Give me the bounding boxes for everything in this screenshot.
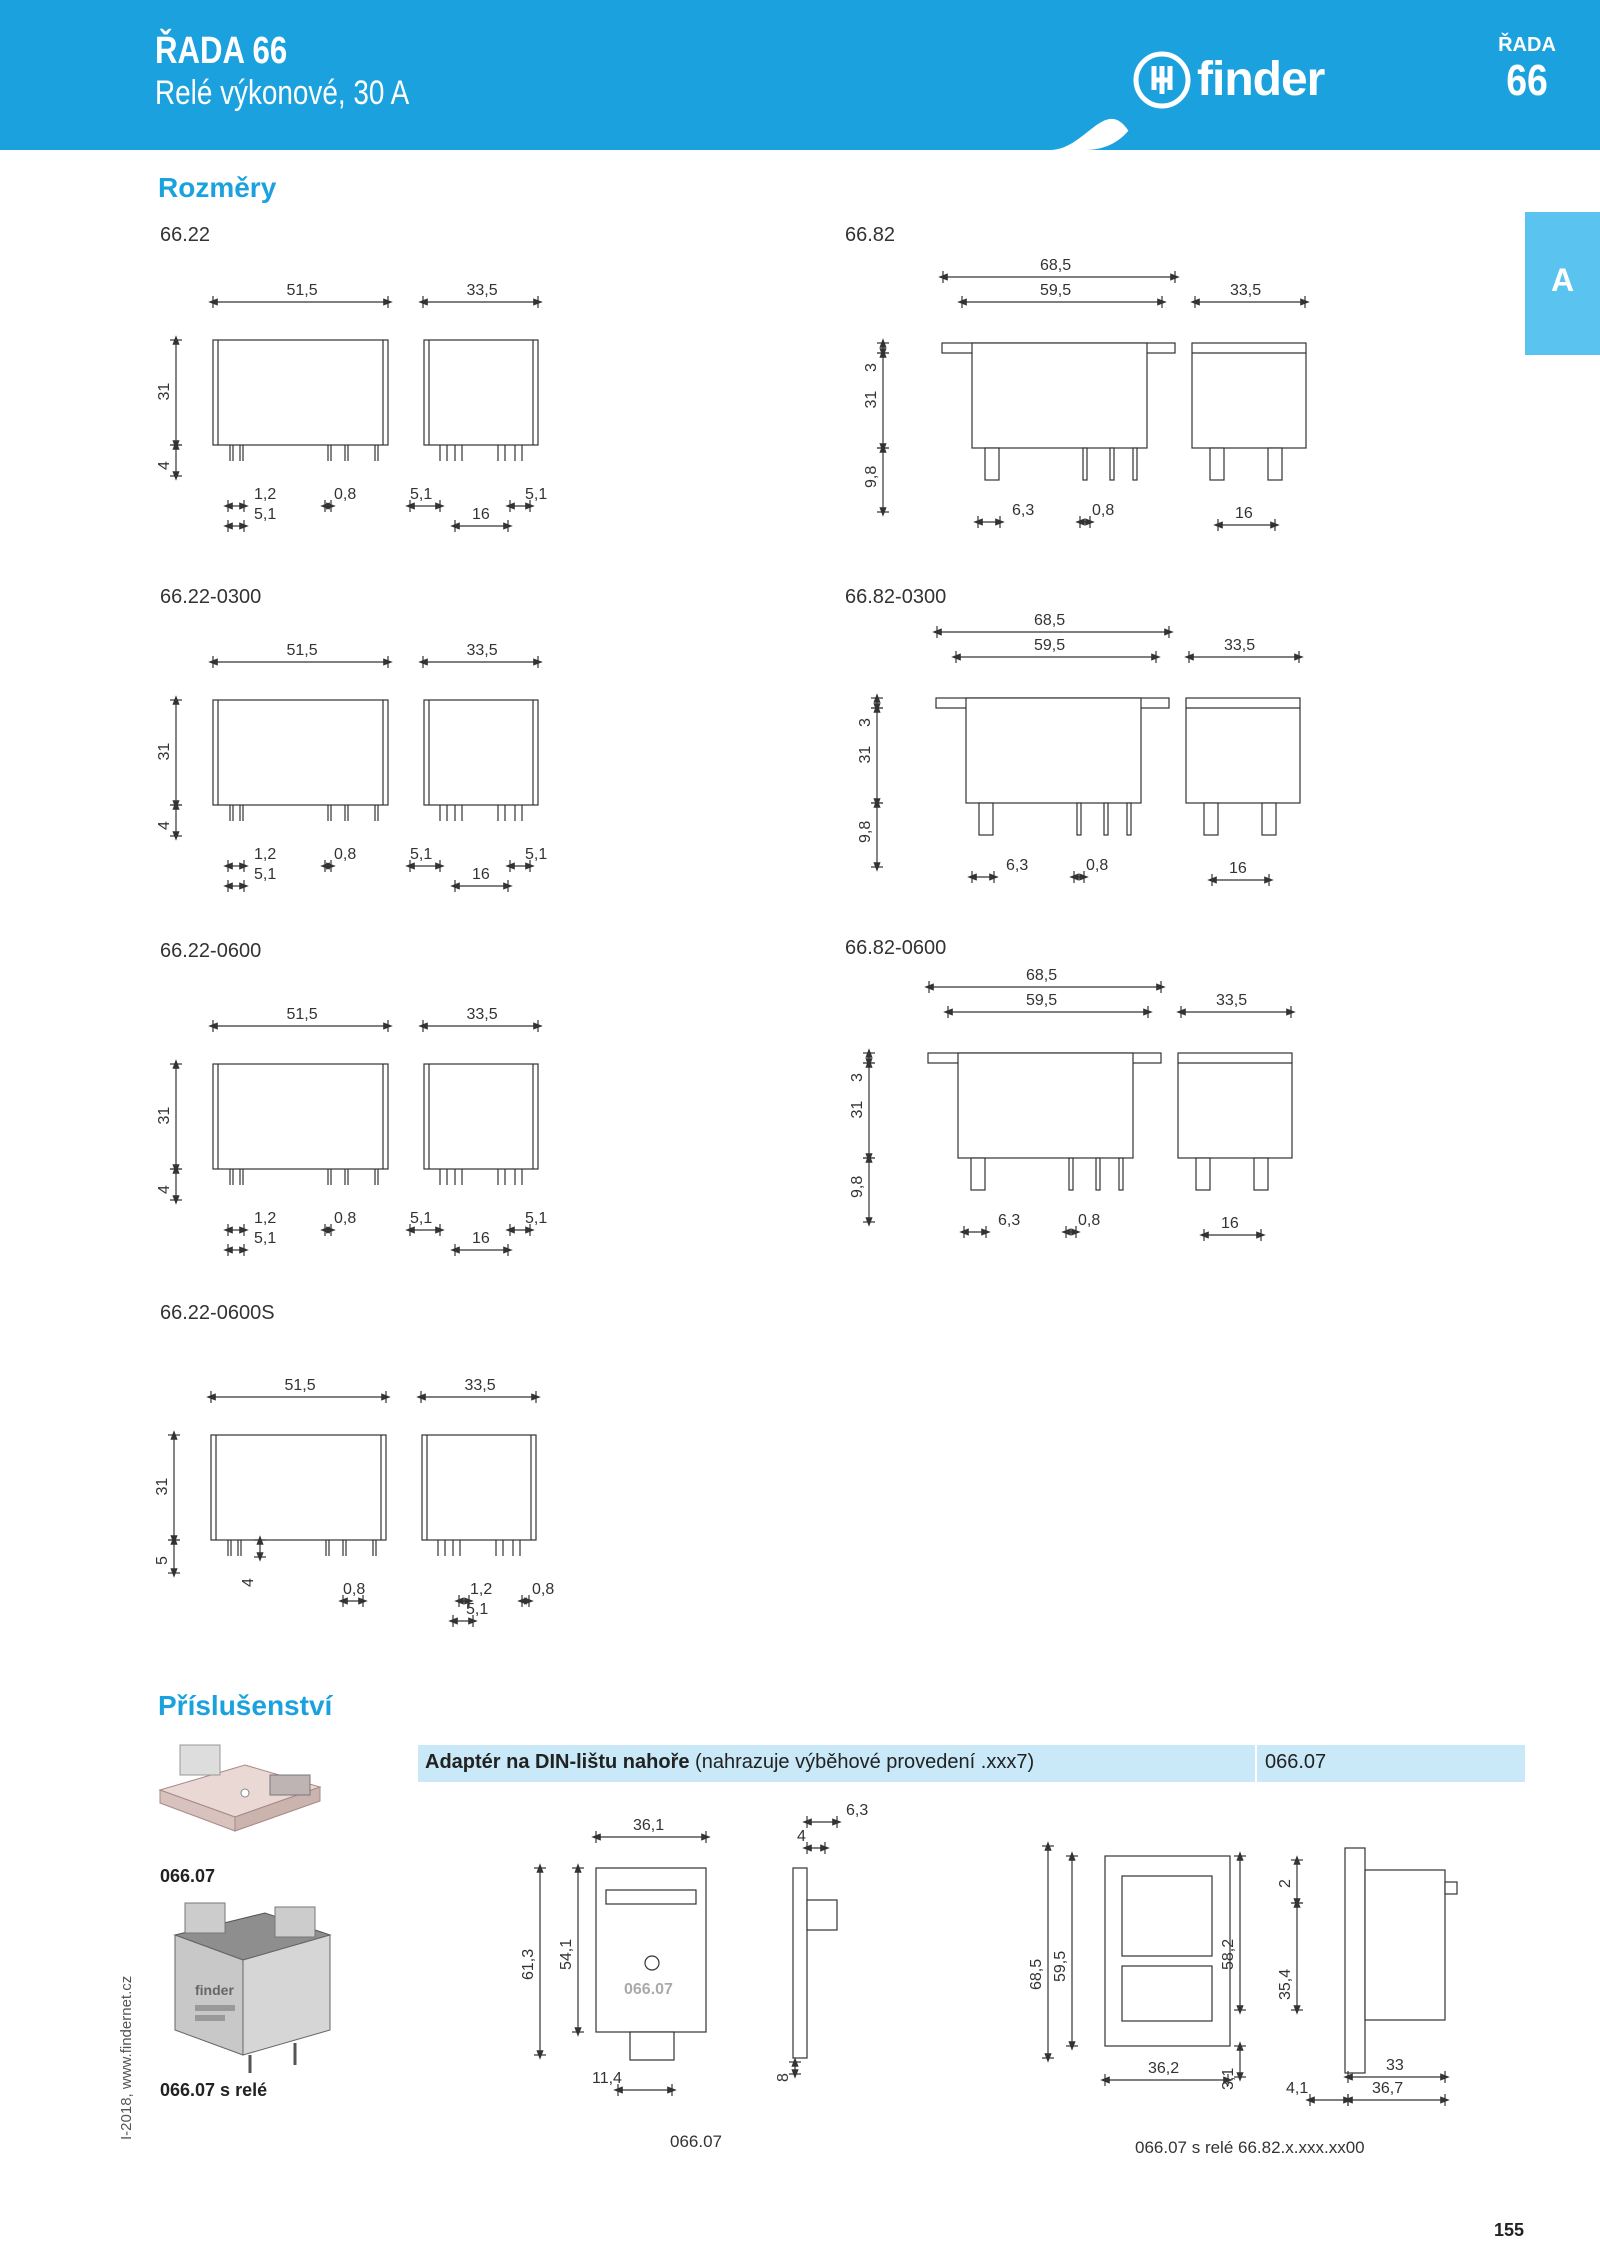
relay-front-outline bbox=[213, 700, 388, 805]
terminal bbox=[1104, 803, 1108, 835]
adapter-part-label: 066.07 bbox=[624, 1981, 673, 1998]
dimension-label: 16 bbox=[1229, 860, 1247, 877]
relay-side-outline bbox=[422, 1435, 536, 1540]
dimension-label: 33,5 bbox=[466, 282, 498, 299]
dimension-label: 33,5 bbox=[1216, 992, 1248, 1009]
terminal bbox=[979, 803, 993, 835]
adapter-drawing-caption: 066.07 bbox=[670, 2132, 722, 2151]
dimension-label: 0,8 bbox=[532, 1581, 555, 1598]
dimension-label: 0,8 bbox=[343, 1581, 366, 1598]
dimension-label: 51,5 bbox=[286, 282, 318, 299]
relay-side-outline bbox=[1192, 343, 1306, 448]
dimension-label: 61,3 bbox=[520, 1948, 537, 1980]
series-tab-label: ŘADA bbox=[1498, 34, 1556, 56]
page-number: 155 bbox=[1494, 2220, 1525, 2240]
accessory-note: (nahrazuje výběhové provedení .xxx7) bbox=[689, 1751, 1035, 1773]
dimension-label: 35,4 bbox=[1277, 1968, 1294, 2000]
dimension-label: 5,1 bbox=[525, 486, 548, 503]
drawing-adapter-with-relay bbox=[1028, 1846, 1457, 2106]
adapter-relay-drawing-caption: 066.07 s relé 66.82.x.xxx.xx00 bbox=[1135, 2138, 1365, 2157]
dimension-label: 1,2 bbox=[470, 1581, 493, 1598]
dimension-label: 3 bbox=[863, 363, 880, 372]
dimension-label: 68,5 bbox=[1040, 257, 1072, 274]
dimension-label: 3 bbox=[857, 718, 874, 727]
terminal bbox=[1196, 1158, 1210, 1190]
dimension-label: 0,8 bbox=[334, 1210, 357, 1227]
dimension-label: 9,8 bbox=[857, 820, 874, 843]
terminal bbox=[1445, 1882, 1457, 1894]
drawing-66-82-0600 bbox=[849, 967, 1292, 1241]
dimension-label: 0,8 bbox=[334, 846, 357, 863]
dimension-label: 58,2 bbox=[1220, 1938, 1237, 1970]
dimension-label: 31 bbox=[849, 1100, 866, 1119]
dimension-label: 4 bbox=[797, 1828, 806, 1845]
relay-side-outline bbox=[424, 1064, 538, 1169]
dimension-label: 59,5 bbox=[1040, 282, 1072, 299]
dimension-label: 16 bbox=[1235, 505, 1253, 522]
relay-side-outline bbox=[424, 700, 538, 805]
drawing-caption: 66.82-0300 bbox=[845, 586, 947, 608]
series-tab-number: 66 bbox=[1506, 56, 1548, 105]
terminal bbox=[1127, 803, 1131, 835]
dimension-label: 5,1 bbox=[254, 1230, 277, 1247]
dimension-label: 59,5 bbox=[1026, 992, 1058, 1009]
accessories-heading: Příslušenství bbox=[158, 1690, 333, 1721]
terminal bbox=[1204, 803, 1218, 835]
dimension-label: 1,2 bbox=[254, 1210, 277, 1227]
svg-text:finder: finder bbox=[195, 1982, 234, 1998]
drawing-caption: 66.82-0600 bbox=[845, 937, 947, 959]
dimension-label: 33,5 bbox=[1230, 282, 1262, 299]
drawing-caption: 66.22-0600S bbox=[160, 1302, 275, 1324]
terminal bbox=[1077, 803, 1081, 835]
dimension-label: 9,8 bbox=[863, 465, 880, 488]
dimension-label: 54,1 bbox=[558, 1938, 575, 1970]
dimension-label: 9,8 bbox=[849, 1175, 866, 1198]
drawing-66-22-0300 bbox=[156, 642, 547, 892]
dimension-label: 33 bbox=[1386, 2057, 1404, 2074]
dimension-label: 4 bbox=[156, 1185, 173, 1194]
relay-front-outline bbox=[966, 698, 1141, 803]
dimension-label: 0,8 bbox=[1092, 502, 1115, 519]
series-title: ŘADA 66 bbox=[155, 30, 288, 72]
dimension-label: 5 bbox=[154, 1556, 171, 1565]
series-subtitle: Relé výkonové, 30 A bbox=[155, 74, 410, 112]
dimension-label: 4 bbox=[240, 1578, 257, 1587]
dimension-label: 5,1 bbox=[254, 866, 277, 883]
terminal bbox=[1268, 448, 1282, 480]
dimension-label: 6,3 bbox=[1012, 502, 1035, 519]
dimension-label: 16 bbox=[1221, 1215, 1239, 1232]
dimension-label: 6,3 bbox=[1006, 857, 1029, 874]
dimension-label: 51,5 bbox=[284, 1377, 316, 1394]
drawing-adapter bbox=[520, 1802, 868, 2096]
relay-top-detail bbox=[1122, 1876, 1212, 1956]
terminal bbox=[1110, 448, 1114, 480]
relay-side-outline bbox=[1178, 1053, 1292, 1158]
dimension-label: 5,1 bbox=[525, 1210, 548, 1227]
accessory-code: 066.07 bbox=[1265, 1751, 1327, 1773]
relay-side-outline bbox=[1365, 1870, 1445, 2020]
drawing-caption: 66.22 bbox=[160, 224, 211, 246]
dimension-label: 1,2 bbox=[254, 846, 277, 863]
drawing-66-82-0300 bbox=[857, 612, 1300, 886]
dimension-label: 4,1 bbox=[1286, 2080, 1309, 2097]
dimension-label: 5,1 bbox=[410, 846, 433, 863]
adapter-photo-label: 066.07 bbox=[160, 1866, 216, 1886]
relay-front-outline bbox=[958, 1053, 1133, 1158]
dimension-label: 36,1 bbox=[633, 1817, 665, 1834]
dimension-label: 1,2 bbox=[254, 486, 277, 503]
adapter-photo bbox=[150, 1735, 330, 1845]
relay-front-outline bbox=[213, 340, 388, 445]
dimension-label: 5,1 bbox=[254, 506, 277, 523]
terminal bbox=[1262, 803, 1276, 835]
adapter-side-outline bbox=[793, 1868, 807, 2058]
dimension-label: 36,2 bbox=[1148, 2060, 1180, 2077]
section-side-tab-label: A bbox=[1550, 262, 1575, 298]
dimension-label: 2 bbox=[1277, 1879, 1294, 1888]
adapter-side-outline bbox=[1345, 1848, 1365, 2073]
drawing-66-22-0600s bbox=[154, 1377, 554, 1627]
dimension-label: 59,5 bbox=[1034, 637, 1066, 654]
drawing-66-22 bbox=[156, 282, 547, 532]
dimension-label: 33,5 bbox=[1224, 637, 1256, 654]
dimension-label: 6,3 bbox=[846, 1802, 869, 1819]
terminal bbox=[1210, 448, 1224, 480]
dimension-label: 3,1 bbox=[1220, 2067, 1237, 2090]
dimension-label: 31 bbox=[156, 382, 173, 401]
dimension-label: 31 bbox=[857, 745, 874, 764]
drawing-caption: 66.22-0300 bbox=[160, 586, 262, 608]
accessory-description bbox=[425, 1751, 1034, 1774]
adapter-hole bbox=[645, 1956, 659, 1970]
dimension-label: 33,5 bbox=[466, 1006, 498, 1023]
dimension-label: 31 bbox=[154, 1477, 171, 1496]
dimension-label: 31 bbox=[156, 1106, 173, 1125]
dimension-label: 68,5 bbox=[1026, 967, 1058, 984]
dimension-label: 59,5 bbox=[1052, 1950, 1069, 1982]
relay-front-outline bbox=[972, 343, 1147, 448]
dimension-label: 5,1 bbox=[410, 1210, 433, 1227]
dimension-label: 11,4 bbox=[592, 2070, 622, 2087]
dimension-label: 5,1 bbox=[410, 486, 433, 503]
dimension-label: 31 bbox=[863, 390, 880, 409]
relay-side-outline bbox=[1186, 698, 1300, 803]
adapter-clip bbox=[630, 2032, 674, 2060]
dimension-label: 8 bbox=[775, 2073, 792, 2082]
dimension-label: 33,5 bbox=[466, 642, 498, 659]
adapter-with-relay-photo-label: 066.07 s relé bbox=[160, 2080, 268, 2100]
dimension-label: 0,8 bbox=[1078, 1212, 1101, 1229]
dimension-label: 31 bbox=[156, 742, 173, 761]
dimension-label: 51,5 bbox=[286, 1006, 318, 1023]
dimension-label: 51,5 bbox=[286, 642, 318, 659]
dimension-label: 0,8 bbox=[334, 486, 357, 503]
dimension-label: 68,5 bbox=[1028, 1958, 1045, 1990]
terminal bbox=[1119, 1158, 1123, 1190]
dimension-label: 33,5 bbox=[464, 1377, 496, 1394]
relay-top-terminals bbox=[1122, 1966, 1212, 2021]
terminal bbox=[1254, 1158, 1268, 1190]
terminal bbox=[985, 448, 999, 480]
relay-side-outline bbox=[424, 340, 538, 445]
adapter-side-hook bbox=[807, 1900, 837, 1930]
dimension-label: 16 bbox=[472, 506, 490, 523]
dimension-label: 3 bbox=[849, 1073, 866, 1082]
dimension-label: 4 bbox=[156, 821, 173, 830]
terminal bbox=[1083, 448, 1087, 480]
terminal bbox=[1069, 1158, 1073, 1190]
adapter-slot bbox=[606, 1890, 696, 1904]
dimension-label: 5,1 bbox=[525, 846, 548, 863]
dimension-label: 4 bbox=[156, 461, 173, 470]
terminal bbox=[971, 1158, 985, 1190]
drawing-66-82 bbox=[863, 257, 1306, 531]
accessory-row-divider bbox=[1255, 1745, 1257, 1782]
dimension-label: 16 bbox=[472, 866, 490, 883]
accessory-name: Adaptér na DIN-lištu nahoře bbox=[425, 1751, 690, 1773]
logo-text: finder bbox=[1197, 53, 1325, 106]
relay-front-outline bbox=[211, 1435, 386, 1540]
dimensions-heading: Rozměry bbox=[158, 172, 277, 203]
dimension-label: 0,8 bbox=[1086, 857, 1109, 874]
dimension-label: 6,3 bbox=[998, 1212, 1021, 1229]
dimension-label: 16 bbox=[472, 1230, 490, 1247]
dimension-label: 5,1 bbox=[466, 1601, 489, 1618]
drawing-66-22-0600 bbox=[156, 1006, 547, 1256]
adapter-with-relay-photo bbox=[155, 1895, 335, 2075]
drawing-caption: 66.22-0600 bbox=[160, 940, 262, 962]
relay-front-outline bbox=[213, 1064, 388, 1169]
terminal bbox=[1133, 448, 1137, 480]
footer-edition: I-2018, www.findernet.cz bbox=[118, 1975, 135, 2140]
dimension-label: 36,7 bbox=[1372, 2080, 1404, 2097]
terminal bbox=[1096, 1158, 1100, 1190]
dimension-label: 68,5 bbox=[1034, 612, 1066, 629]
drawing-caption: 66.82 bbox=[845, 224, 896, 246]
